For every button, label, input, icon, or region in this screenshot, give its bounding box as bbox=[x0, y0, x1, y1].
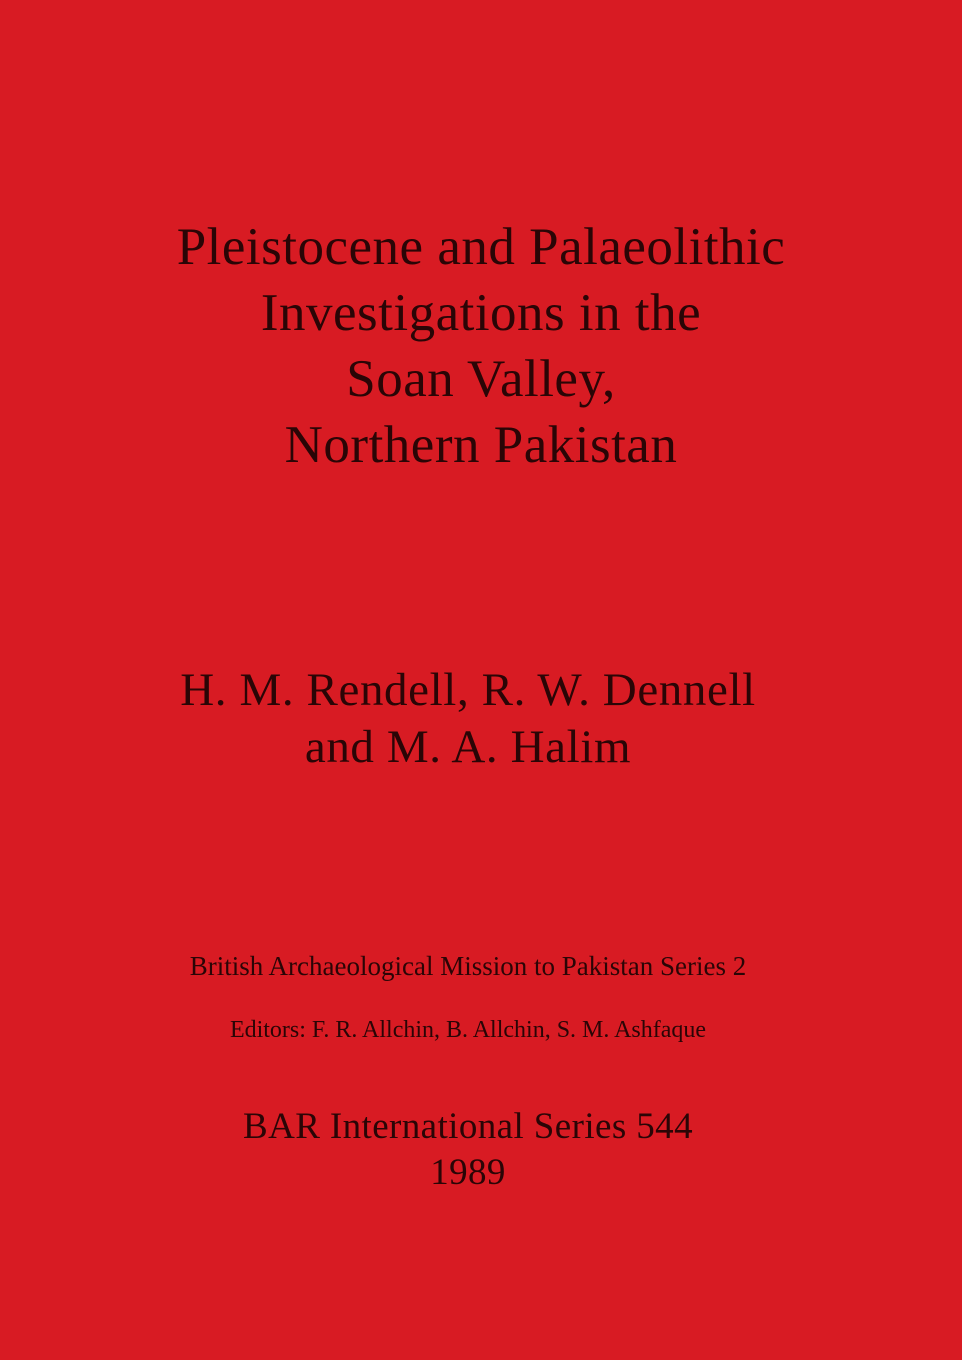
book-authors bbox=[0, 662, 936, 776]
title-line-4: Northern Pakistan bbox=[284, 416, 678, 474]
bar-series-number: BAR International Series 544 bbox=[243, 1106, 693, 1147]
book-title bbox=[0, 214, 962, 478]
author-line-2: and M. A. Halim bbox=[304, 721, 632, 773]
publication-info bbox=[0, 1104, 936, 1196]
author-line-1: H. M. Rendell, R. W. Dennell bbox=[180, 664, 756, 716]
title-line-2: Investigations in the bbox=[260, 284, 702, 342]
title-line-3: Soan Valley, bbox=[346, 350, 616, 408]
title-line-1: Pleistocene and Palaeolithic bbox=[176, 218, 786, 276]
editors-line: Editors: F. R. Allchin, B. Allchin, S. M. Ashfaque bbox=[229, 1017, 707, 1043]
publication-year: 1989 bbox=[430, 1152, 506, 1193]
mission-series: British Archaeological Mission to Pakistan Series 2 bbox=[189, 951, 747, 981]
